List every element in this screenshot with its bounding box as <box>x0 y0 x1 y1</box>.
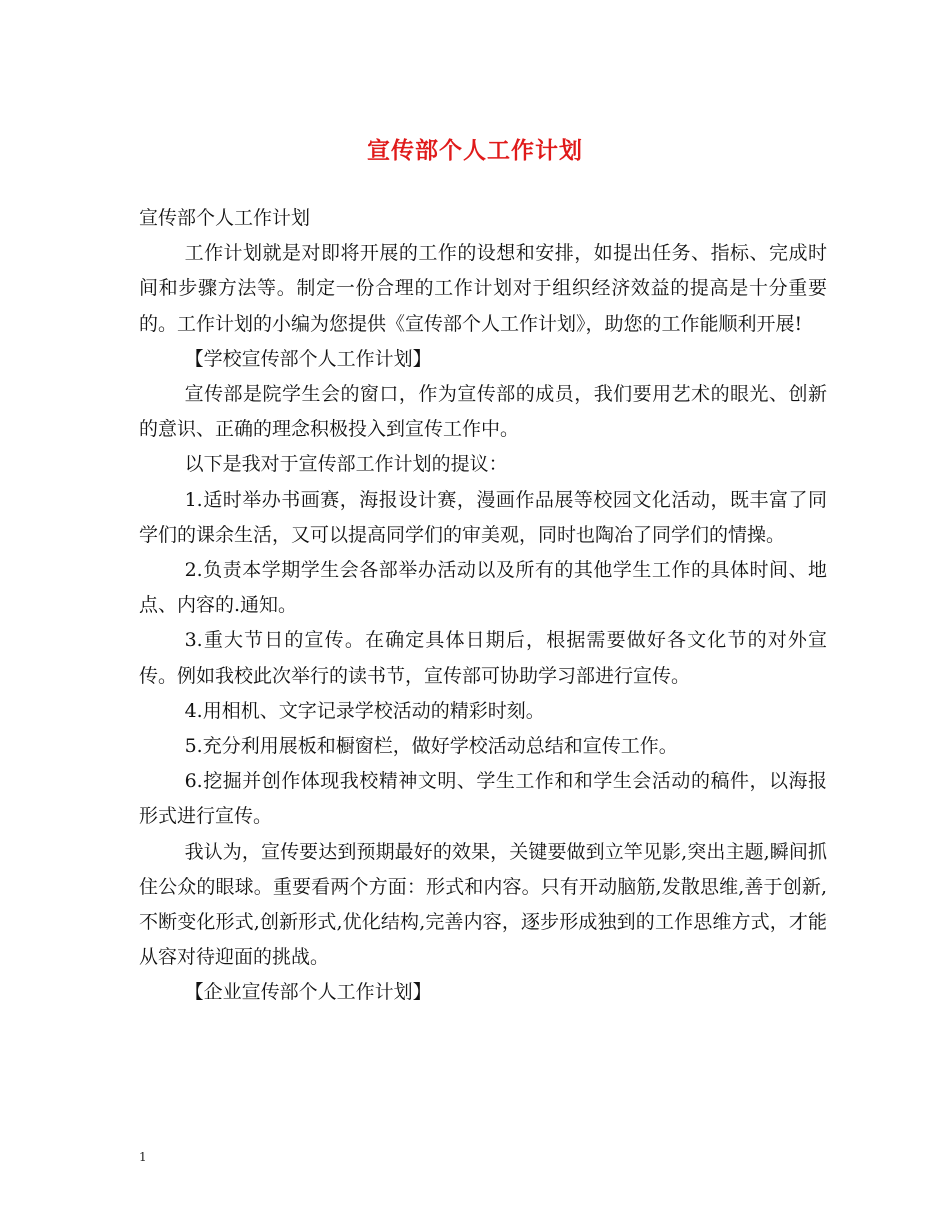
list-item: 5.充分利用展板和橱窗栏，做好学校活动总结和宣传工作。 <box>184 735 678 758</box>
document-body <box>139 201 827 1011</box>
list-item: 6.挖掘并创作体现我校精神文明、学生工作和和学生会活动的稿件，以海报形式进行宣传。 <box>139 770 827 828</box>
list-item: 3.重大节日的宣传。在确定具体日期后，根据需要做好各文化节的对外宣传。例如我校此次举行的读书节，宣传部可协助学习部进行宣传。 <box>139 629 827 687</box>
section-heading-enterprise: 【企业宣传部个人工作计划】 <box>184 981 432 1004</box>
document-title: 宣传部个人工作计划 <box>367 137 583 164</box>
list-item: 2.负责本学期学生会各部举办活动以及所有的其他学生工作的具体时间、地点、内容的.通知。 <box>139 559 827 617</box>
body-paragraph: 宣传部是院学生会的窗口，作为宣传部的成员，我们要用艺术的眼光、创新的意识、正确的理念积极投入到宣传工作中。 <box>139 383 827 441</box>
section-heading-school: 【学校宣传部个人工作计划】 <box>184 347 432 370</box>
body-paragraph: 我认为，宣传要达到预期最好的效果，关键要做到立竿见影,突出主题,瞬间抓住公众的眼球。重要看两个方面：形式和内容。只有开动脑筋,发散思维,善于创新,不断变化形式,创新形式,优化结构,完善内容，逐步形成独到的工作思维方式，才能从容对待迎面的挑战。 <box>139 840 827 969</box>
intro-paragraph: 工作计划就是对即将开展的工作的设想和安排，如提出任务、指标、完成时间和步骤方法等。制定一份合理的工作计划对于组织经济效益的提高是十分重要的。工作计划的小编为您提供《宣传部个人工作计划》，助您的工作能顺利开展! <box>139 242 827 335</box>
subtitle-paragraph: 宣传部个人工作计划 <box>139 207 311 229</box>
list-item: 4.用相机、文字记录学校活动的精彩时刻。 <box>184 699 545 722</box>
body-paragraph: 以下是我对于宣传部工作计划的提议： <box>184 453 508 476</box>
page-number: 1 <box>139 1150 147 1164</box>
list-item: 1.适时举办书画赛，海报设计赛，漫画作品展等校园文化活动，既丰富了同学们的课余生活，又可以提高同学们的审美观，同时也陶冶了同学们的情操。 <box>139 488 827 546</box>
